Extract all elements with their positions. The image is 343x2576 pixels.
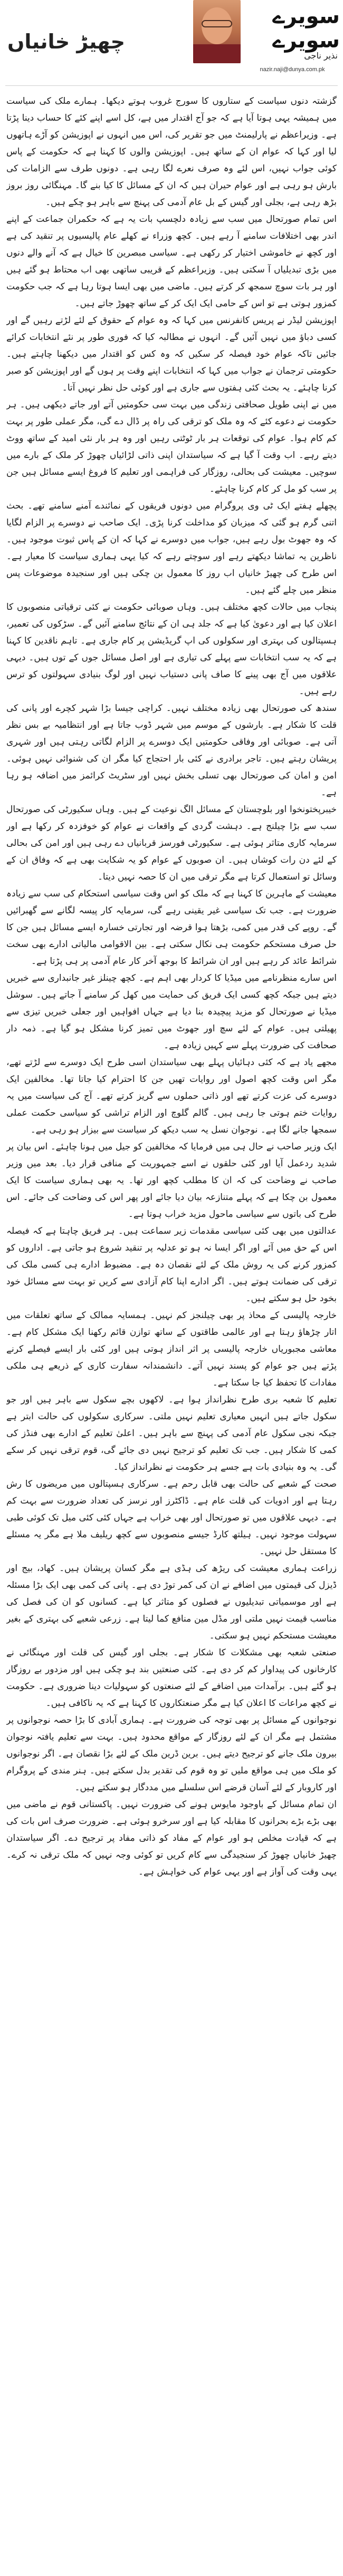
author-photo-glasses [202, 20, 232, 27]
author-email: nazir.naji@dunya.com.pk [260, 66, 325, 73]
article-paragraph: پچھلے ہفتے ایک ٹی وی پروگرام میں دونوں فریقوں کے نمائندے آمنے سامنے تھے۔ بحث اتنی گرم ہو گئی کہ میزبان کو مداخلت کرنا پڑی۔ ایک صاحب نے دوسرے پر الزام لگایا کہ وہ جھوٹ بول رہے ہیں، جواب میں دوسرے نے کہا کہ ان کے پاس ثبوت موجود ہیں۔ ناظرین یہ تماشا دیکھتے رہے اور سوچتے رہے کہ کیا یہی ہماری سیاست کا معیار ہے۔ اس طرح کی چھیڑ خانیاں اب روز کا معمول بن چکی ہیں اور سنجیدہ موضوعات پس منظر میں چلے گئے ہیں۔ [6, 501, 337, 596]
article-paragraph: اس سارے منظرنامے میں میڈیا کا کردار بھی اہم ہے۔ کچھ چینلز غیر جانبداری سے خبریں دیتے ہیں جبکہ کچھ کسی ایک فریق کی حمایت میں کھل کر سامنے آ جاتے ہیں۔ سوشل میڈیا نے صورتحال کو مزید پیچیدہ بنا دیا ہے جہاں افواہیں اور جعلی خبریں تیزی سے پھیلتی ہیں۔ عوام کے لئے سچ اور جھوٹ میں تمیز کرنا مشکل ہو گیا ہے۔ ذمہ دار صحافت کی ضرورت پہلے سے کہیں زیادہ ہے۔ [6, 973, 337, 1051]
article-paragraph: معیشت کے ماہرین کا کہنا ہے کہ ملک کو اس وقت سیاسی استحکام کی سب سے زیادہ ضرورت ہے۔ جب تک سیاسی غیر یقینی رہے گی، سرمایہ کار پیسہ لگانے سے گھبرائیں گے۔ روپے کی قدر میں کمی، بڑھتا ہوا قرضہ اور تجارتی خسارہ ایسے مسائل ہیں جن کا حل صرف مستحکم حکومت ہی نکال سکتی ہے۔ بین الاقوامی مالیاتی ادارے بھی سخت شرائط عائد کر رہے ہیں اور ان شرائط کا بوجھ آخر کار عام آدمی پر ہی پڑتا ہے۔ [6, 889, 337, 967]
article-paragraph: صنعتی شعبہ بھی مشکلات کا شکار ہے۔ بجلی اور گیس کی قلت اور مہنگائی نے کارخانوں کی پیداوار کم کر دی ہے۔ کئی صنعتیں بند ہو چکی ہیں اور مزدور بے روزگار ہو گئے ہیں۔ برآمدات میں اضافے کے لئے صنعتوں کو سہولیات دینا ضروری ہے۔ حکومت نے کچھ مراعات کا اعلان کیا ہے مگر صنعتکاروں کا کہنا ہے کہ یہ ناکافی ہیں۔ [6, 1647, 337, 1709]
title-area [7, 18, 182, 65]
article-paragraph: ایک وزیر صاحب نے حال ہی میں فرمایا کہ مخالفین کو جیل میں ہونا چاہئے۔ اس بیان پر شدید ردعمل آیا اور کئی حلقوں نے اسے جمہوریت کے منافی قرار دیا۔ بعد میں وزیر صاحب نے وضاحت کی کہ ان کا مطلب کچھ اور تھا۔ یہ بھی ہماری سیاست کا ایک معمول بن چکا ہے کہ پہلے متنازعہ بیان دیا جائے اور پھر اس کی وضاحت کی جائے۔ اس طرح کی باتوں سے سیاسی ماحول مزید خراب ہوتا ہے۔ [6, 1141, 337, 1219]
column-name-text: سویرے سویرے [272, 4, 340, 53]
article-paragraph: خارجہ پالیسی کے محاذ پر بھی چیلنجز کم نہیں۔ ہمسایہ ممالک کے ساتھ تعلقات میں اتار چڑھاؤ رہتا ہے اور عالمی طاقتوں کے ساتھ توازن قائم رکھنا ایک مشکل کام ہے۔ معاشی مجبوریاں خارجہ پالیسی پر اثر انداز ہوتی ہیں اور کئی بار ایسے فیصلے کرنے پڑتے ہیں جو عوام کو پسند نہیں آتے۔ دانشمندانہ سفارت کاری کے ذریعے ہی ملکی مفادات کا تحفظ کیا جا سکتا ہے۔ [6, 1310, 337, 1388]
article-paragraph: پنجاب میں حالات کچھ مختلف ہیں۔ وہاں صوبائی حکومت نے کئی ترقیاتی منصوبوں کا اعلان کیا ہے اور دعویٰ کیا ہے کہ جلد ہی ان کے نتائج سامنے آئیں گے۔ سڑکوں کی تعمیر، ہسپتالوں کی بہتری اور سکولوں کی اپ گریڈیشن پر کام جاری ہے۔ تاہم ناقدین کا کہنا ہے کہ یہ سب انتخابات سے پہلے کی تیاری ہے اور اصل مسائل جوں کے توں ہیں۔ دیہی علاقوں میں آج بھی پینے کا صاف پانی دستیاب نہیں اور لوگ بنیادی سہولتوں کو ترس رہے ہیں۔ [6, 602, 337, 697]
article-paragraph: خیبرپختونخوا اور بلوچستان کے مسائل الگ نوعیت کے ہیں۔ وہاں سکیورٹی کی صورتحال سب سے بڑا چیلنج ہے۔ دہشت گردی کے واقعات نے عوام کو خوفزدہ کر رکھا ہے اور سرمایہ کاری متاثر ہوئی ہے۔ سکیورٹی فورسز قربانیاں دے رہی ہیں اور امن کی بحالی کے لئے دن رات کوشاں ہیں۔ ان صوبوں کے عوام کو یہ شکایت بھی ہے کہ وفاق ان کے وسائل تو استعمال کرتا ہے مگر ترقی میں ان کا حصہ نہیں دیتا۔ [6, 804, 337, 882]
article-paragraph: مجھے یاد ہے کہ کئی دہائیاں پہلے بھی سیاستدان اسی طرح ایک دوسرے سے لڑتے تھے، مگر اس وقت کچھ اصول اور روایات تھیں جن کا احترام کیا جاتا تھا۔ مخالفین ایک دوسرے کی عزت کرتے تھے اور ذاتی حملوں سے گریز کرتے تھے۔ آج کی سیاست میں یہ روایات ختم ہوتی جا رہی ہیں۔ گالم گلوچ اور الزام تراشی کو سیاسی حکمت عملی سمجھا جانے لگا ہے۔ نوجوان نسل یہ سب دیکھ کر سیاست سے بیزار ہو رہی ہے۔ [6, 1057, 337, 1135]
header-divider [5, 85, 338, 86]
article-paragraph: سندھ کی صورتحال بھی زیادہ مختلف نہیں۔ کراچی جیسا بڑا شہر کچرے اور پانی کی قلت کا شکار ہے۔ بارشوں کے موسم میں شہر ڈوب جاتا ہے اور انتظامیہ بے بس نظر آتی ہے۔ صوبائی اور وفاقی حکومتیں ایک دوسرے پر الزام لگاتی رہتی ہیں اور شہری پریشان رہتے ہیں۔ تاجر برادری نے کئی بار احتجاج کیا مگر ان کی شنوائی نہیں ہوئی۔ امن و امان کی صورتحال بھی تسلی بخش نہیں اور سٹریٹ کرائمز میں اضافہ ہو رہا ہے۔ [6, 703, 337, 798]
author-name: نذیر ناجی [304, 51, 338, 61]
article-paragraph: اس تمام صورتحال میں سب سے زیادہ دلچسپ بات یہ ہے کہ حکمران جماعت کے اپنے اندر بھی اختلافات سامنے آ رہے ہیں۔ کچھ وزراء نے کھلے عام پالیسیوں پر تنقید کی ہے اور کچھ نے خاموشی اختیار کر رکھی ہے۔ سیاسی مبصرین کا خیال ہے کہ آنے والے دنوں میں بڑی تبدیلیاں آ سکتی ہیں۔ وزیراعظم کے قریبی ساتھی بھی اب محتاط ہو گئے ہیں اور ہر بات سوچ سمجھ کر کرتے ہیں۔ ماضی میں بھی ایسا ہوتا رہا ہے کہ جب حکومت کمزور ہوتی ہے تو اس کے حامی ایک ایک کر کے ساتھ چھوڑ جاتے ہیں۔ [6, 214, 337, 309]
article-paragraph: عدالتوں میں بھی کئی سیاسی مقدمات زیر سماعت ہیں۔ ہر فریق چاہتا ہے کہ فیصلہ اس کے حق میں آئے اور اگر ایسا نہ ہو تو عدلیہ پر تنقید شروع ہو جاتی ہے۔ اداروں کو کمزور کرنے کی یہ روش ملک کے لئے نقصان دہ ہے۔ مضبوط ادارے ہی کسی ملک کی ترقی کی ضمانت ہوتے ہیں۔ اگر ادارے اپنا کام آزادی سے کریں تو بہت سے مسائل خود بخود حل ہو سکتے ہیں۔ [6, 1226, 337, 1304]
article-body [6, 93, 337, 2570]
author-photo-shirt [193, 44, 241, 63]
column-header [0, 0, 343, 90]
article-paragraph: گزشتہ دنوں سیاست کے ستاروں کا سورج غروب ہوتے دیکھا۔ ہمارے ملک کی سیاست میں ہمیشہ یہی ہوتا آیا ہے کہ جو آج اقتدار میں ہے، کل اسے اپنے کئے کا حساب دینا پڑتا ہے۔ وزیراعظم نے پارلیمنٹ میں جو تقریر کی، اس میں انہوں نے اپوزیشن کو آڑے ہاتھوں لیا اور کہا کہ عوام ان کے ساتھ ہیں۔ اپوزیشن والوں کا کہنا ہے کہ حکومت کے پاس کوئی جواب نہیں، اس لئے وہ صرف نعرے لگا رہی ہے۔ دونوں طرف سے الزامات کی بارش ہو رہی ہے اور عوام حیران ہیں کہ ان کے مسائل کا کیا بنے گا۔ مہنگائی روز بروز بڑھ رہی ہے، بجلی اور گیس کے بل عام آدمی کی پہنچ سے باہر ہو چکے ہیں۔ [6, 96, 337, 208]
article-paragraph: تعلیم کا شعبہ بری طرح نظرانداز ہوا ہے۔ لاکھوں بچے سکول سے باہر ہیں اور جو سکول جاتے ہیں انہیں معیاری تعلیم نہیں ملتی۔ سرکاری سکولوں کی حالت ابتر ہے جبکہ نجی سکول عام آدمی کی پہنچ سے باہر ہیں۔ اعلیٰ تعلیم کے ادارے بھی فنڈز کی کمی کا شکار ہیں۔ جب تک تعلیم کو ترجیح نہیں دی جائے گی، قوم ترقی نہیں کر سکے گی۔ یہ وہ بنیادی بات ہے جسے ہر حکومت نے نظرانداز کیا۔ [6, 1394, 337, 1472]
article-paragraph: ان تمام مسائل کے باوجود مایوس ہونے کی ضرورت نہیں۔ پاکستانی قوم نے ماضی میں بھی بڑے بڑے بحرانوں کا مقابلہ کیا ہے اور سرخرو ہوئی ہے۔ ضرورت صرف اس بات کی ہے کہ قیادت مخلص ہو اور عوام کے مفاد کو ذاتی مفاد پر ترجیح دے۔ اگر سیاستدان چھیڑ خانیاں چھوڑ کر سنجیدگی سے کام کریں تو کوئی وجہ نہیں کہ ملک ترقی نہ کرے۔ یہی وقت کی آواز ہے اور یہی عوام کی خواہش ہے۔ [6, 1799, 337, 1877]
article-paragraph: میں نے اپنی طویل صحافتی زندگی میں بہت سی حکومتیں آتے اور جاتے دیکھی ہیں۔ ہر حکومت نے دعوے کئے کہ وہ ملک کو ترقی کی راہ پر ڈال دے گی، مگر عملی طور پر بہت کم کام ہوا۔ عوام کی توقعات ہر بار ٹوٹتی رہیں اور وہ ہر بار نئی امید کے ساتھ ووٹ دیتے رہے۔ اب وقت آ گیا ہے کہ سیاستدان اپنی ذاتی لڑائیاں چھوڑ کر ملک کے بارے میں سوچیں۔ معیشت کی بحالی، روزگار کی فراہمی اور تعلیم کا فروغ ایسے مسائل ہیں جن پر سب کو مل کر کام کرنا چاہئے۔ [6, 399, 337, 494]
author-photo [193, 0, 241, 63]
article-paragraph: زراعت ہماری معیشت کی ریڑھ کی ہڈی ہے مگر کسان پریشان ہیں۔ کھاد، بیج اور ڈیزل کی قیمتوں میں اضافے نے ان کی کمر توڑ دی ہے۔ پانی کی کمی بھی ایک بڑا مسئلہ ہے اور موسمیاتی تبدیلیوں نے فصلوں کو متاثر کیا ہے۔ کسانوں کو ان کی فصل کی مناسب قیمت نہیں ملتی اور مڈل مین منافع کما لیتا ہے۔ زرعی شعبے کی بہتری کے بغیر معیشت مستحکم نہیں ہو سکتی۔ [6, 1563, 337, 1641]
column-masthead [190, 0, 343, 79]
article-title: چھیڑ خانیاں [7, 30, 125, 53]
article-paragraph: نوجوانوں کے مسائل پر بھی توجہ کی ضرورت ہے۔ ہماری آبادی کا بڑا حصہ نوجوانوں پر مشتمل ہے مگر ان کے لئے روزگار کے مواقع محدود ہیں۔ بہت سے تعلیم یافتہ نوجوان بیرون ملک جانے کو ترجیح دیتے ہیں۔ برین ڈرین ملک کے لئے بڑا نقصان ہے۔ اگر نوجوانوں کو ملک میں ہی مواقع ملیں تو وہ قوم کی تقدیر بدل سکتے ہیں۔ ہنر مندی کے پروگرام اور کاروبار کے لئے آسان قرضے اس سلسلے میں مددگار ہو سکتے ہیں۔ [6, 1715, 337, 1793]
article-paragraph: صحت کے شعبے کی حالت بھی قابل رحم ہے۔ سرکاری ہسپتالوں میں مریضوں کا رش رہتا ہے اور ادویات کی قلت عام ہے۔ ڈاکٹرز اور نرسز کی تعداد ضرورت سے بہت کم ہے۔ دیہی علاقوں میں تو صورتحال اور بھی خراب ہے جہاں کئی کئی میل تک کوئی طبی سہولت موجود نہیں۔ ہیلتھ کارڈ جیسے منصوبوں سے کچھ ریلیف ملا ہے مگر یہ مسئلے کا مستقل حل نہیں۔ [6, 1479, 337, 1557]
article-paragraph: اپوزیشن لیڈر نے پریس کانفرنس میں کہا کہ وہ عوام کے حقوق کے لئے لڑتے رہیں گے اور کسی دباؤ میں نہیں آئیں گے۔ انہوں نے مطالبہ کیا کہ فوری طور پر نئے انتخابات کرائے جائیں تاکہ عوام خود فیصلہ کر سکیں کہ وہ کس کو اقتدار میں دیکھنا چاہتے ہیں۔ حکومتی ترجمان نے جواب میں کہا کہ انتخابات اپنے وقت پر ہوں گے اور اپوزیشن کو صبر کرنا چاہئے۔ یہ بحث کئی ہفتوں سے جاری ہے اور کوئی حل نظر نہیں آتا۔ [6, 315, 337, 393]
column-name [245, 4, 340, 53]
